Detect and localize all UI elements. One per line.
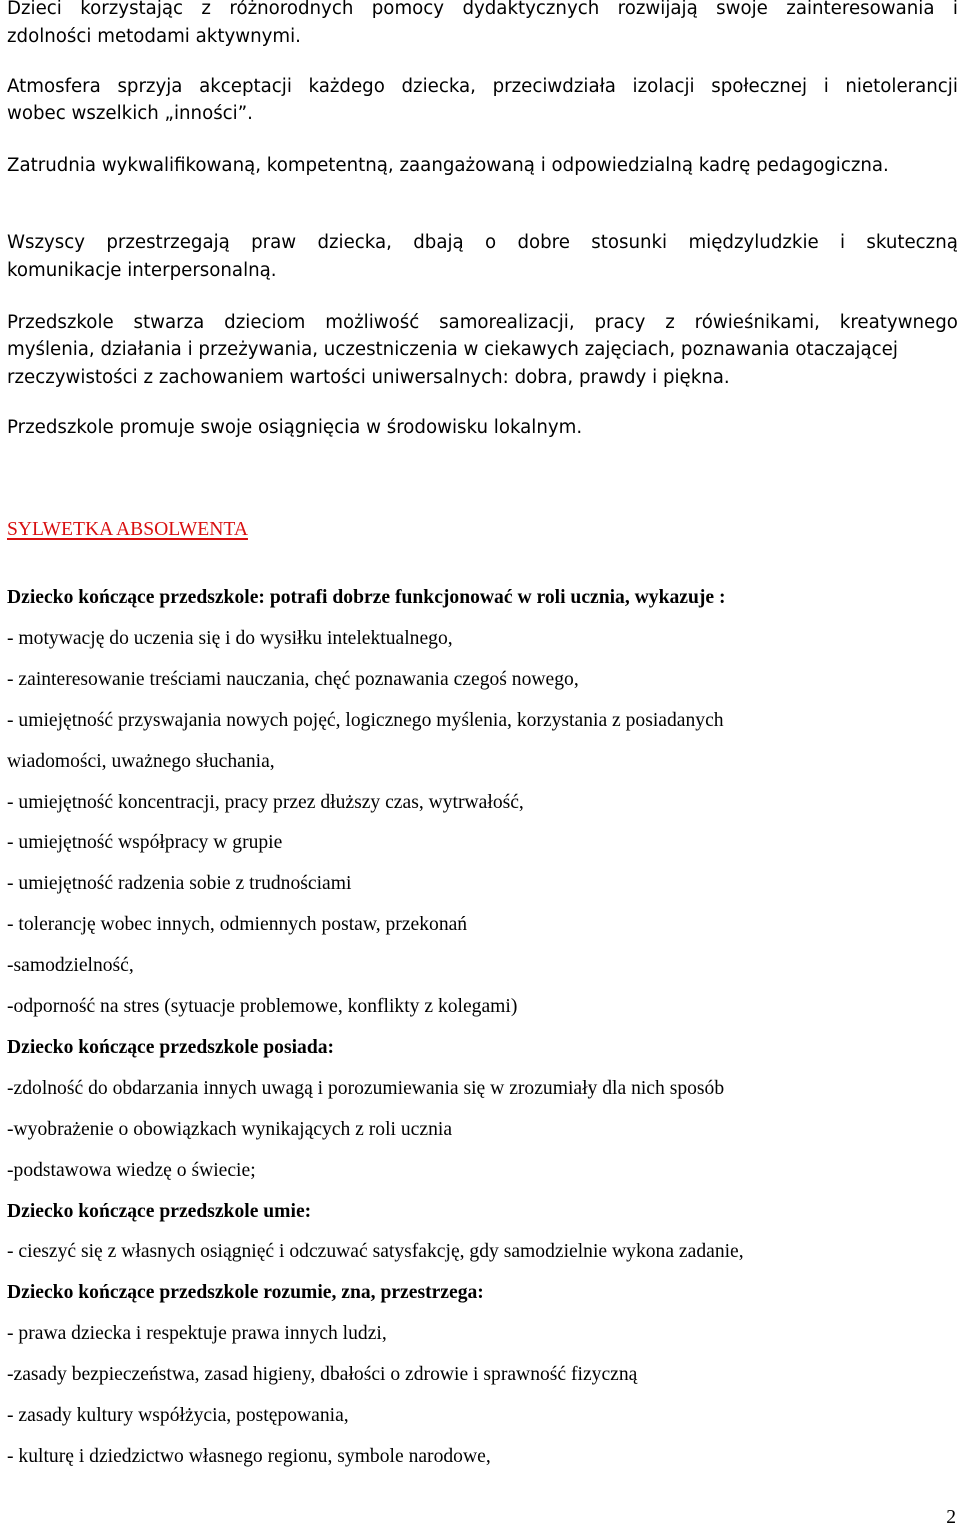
word: rówieśnikami,: [694, 312, 820, 333]
word: o: [485, 232, 497, 253]
profile-item: - kulturę i dziedzictwo własnego regionu, symbole narodowe,: [7, 1445, 491, 1467]
word: międzyludzkie: [688, 232, 819, 253]
word: z: [201, 0, 211, 19]
word: izolacji: [632, 76, 695, 97]
profile-item: -podstawowa wiedzę o świecie;: [7, 1159, 256, 1181]
word: dbają: [413, 232, 464, 253]
word: przestrzegają: [106, 232, 230, 253]
word: różnorodnych: [229, 0, 354, 19]
word: dobre: [517, 232, 570, 253]
word: akceptacji: [199, 76, 292, 97]
word: stosunki: [591, 232, 668, 253]
word: kreatywnego: [839, 312, 958, 333]
word: i: [840, 232, 846, 253]
profile-item: - umiejętność przyswajania nowych pojęć, logicznego myślenia, korzystania z posiadanych: [7, 709, 724, 731]
word: Atmosfera: [7, 76, 101, 97]
word: Przedszkole: [7, 312, 114, 333]
profile-item: -zdolność do obdarzania innych uwagą i porozumiewania się w zrozumiały dla nich sposób: [7, 1077, 725, 1099]
word: korzystając: [80, 0, 184, 19]
word: stwarza: [133, 312, 205, 333]
word: zainteresowania: [786, 0, 935, 19]
profile-item: - motywację do uczenia się i do wysiłku intelektualnego,: [7, 627, 453, 649]
word: Wszyscy: [7, 232, 86, 253]
profile-item: -wyobrażenie o obowiązkach wynikających z roli ucznia: [7, 1118, 453, 1140]
word: pracy: [594, 312, 646, 333]
profile-heading: Dziecko kończące przedszkole umie:: [7, 1200, 312, 1222]
word: społecznej: [711, 76, 808, 97]
intro-line: komunikacje interpersonalną.: [7, 260, 277, 281]
profile-item: - zasady kultury współżycia, postępowania,: [7, 1405, 349, 1426]
intro-line: [7, 234, 958, 252]
profile-item: - prawa dziecka i respektuje prawa innych ludzi,: [7, 1323, 387, 1345]
word: skuteczną: [866, 232, 958, 253]
intro-line: myślenia, działania i przeżywania, uczestniczenia w ciekawych zajęciach, poznawania otaczającej: [7, 339, 898, 360]
word: Dzieci: [7, 0, 62, 19]
profile-item: - umiejętność radzenia sobie z trudnościami: [7, 873, 352, 895]
profile-item: -odporność na stres (sytuacje problemowe, konflikty z kolegami): [7, 996, 518, 1017]
word: dydaktycznych: [462, 0, 600, 19]
profile-item: - tolerancję wobec innych, odmiennych postaw, przekonań: [7, 914, 468, 936]
intro-line: zdolności metodami aktywnymi.: [7, 26, 301, 47]
intro-line: [7, 314, 958, 332]
word: i: [952, 0, 958, 19]
profile-item: - cieszyć się z własnych osiągnięć i odczuwać satysfakcję, gdy samodzielnie wykona zadanie,: [7, 1241, 744, 1263]
intro-line: Przedszkole promuje swoje osiągnięcia w środowisku lokalnym.: [7, 417, 583, 438]
intro-line: Zatrudnia wykwalifikowaną, kompetentną, zaangażowaną i odpowiedzialną kadrę pedagogiczna.: [7, 155, 889, 176]
word: dzieciom: [224, 312, 306, 333]
word: nietolerancji: [845, 76, 958, 97]
intro-line: [7, 0, 958, 18]
profile-item: -zasady bezpieczeństwa, zasad higieny, dbałości o zdrowie i sprawność fizyczną: [7, 1364, 638, 1386]
word: praw: [251, 232, 297, 253]
intro-line: [7, 78, 958, 96]
word: możliwość: [325, 312, 420, 333]
profile-item: - umiejętność współpracy w grupie: [7, 832, 283, 854]
word: pomocy: [371, 0, 445, 19]
word: swoje: [716, 0, 768, 19]
word: dziecka,: [401, 76, 476, 97]
word: z: [665, 312, 675, 333]
word: rozwijają: [617, 0, 698, 19]
page-number: 2: [946, 1507, 956, 1528]
profile-item: - zainteresowanie treściami nauczania, chęć poznawania czegoś nowego,: [7, 668, 579, 690]
word: dziecka,: [317, 232, 392, 253]
profile-item: wiadomości, uważnego słuchania,: [7, 750, 275, 772]
profile-heading: Dziecko kończące przedszkole rozumie, zna, przestrzega:: [7, 1282, 484, 1304]
word: przeciwdziała: [492, 76, 616, 97]
word: każdego: [308, 76, 385, 97]
word: sprzyja: [117, 76, 183, 97]
profile-heading: Dziecko kończące przedszkole posiada:: [7, 1036, 335, 1058]
intro-line: wobec wszelkich „inności”.: [7, 103, 253, 124]
section-title: SYLWETKA ABSOLWENTA: [7, 519, 248, 540]
word: i: [823, 76, 829, 97]
intro-line: rzeczywistości z zachowaniem wartości uniwersalnych: dobra, prawdy i piękna.: [7, 367, 730, 388]
profile-heading: Dziecko kończące przedszkole: potrafi dobrze funkcjonować w roli ucznia, wykazuje :: [7, 587, 726, 608]
word: samorealizacji,: [439, 312, 575, 333]
profile-item: -samodzielność,: [7, 955, 134, 977]
profile-item: - umiejętność koncentracji, pracy przez dłuższy czas, wytrwałość,: [7, 791, 524, 813]
